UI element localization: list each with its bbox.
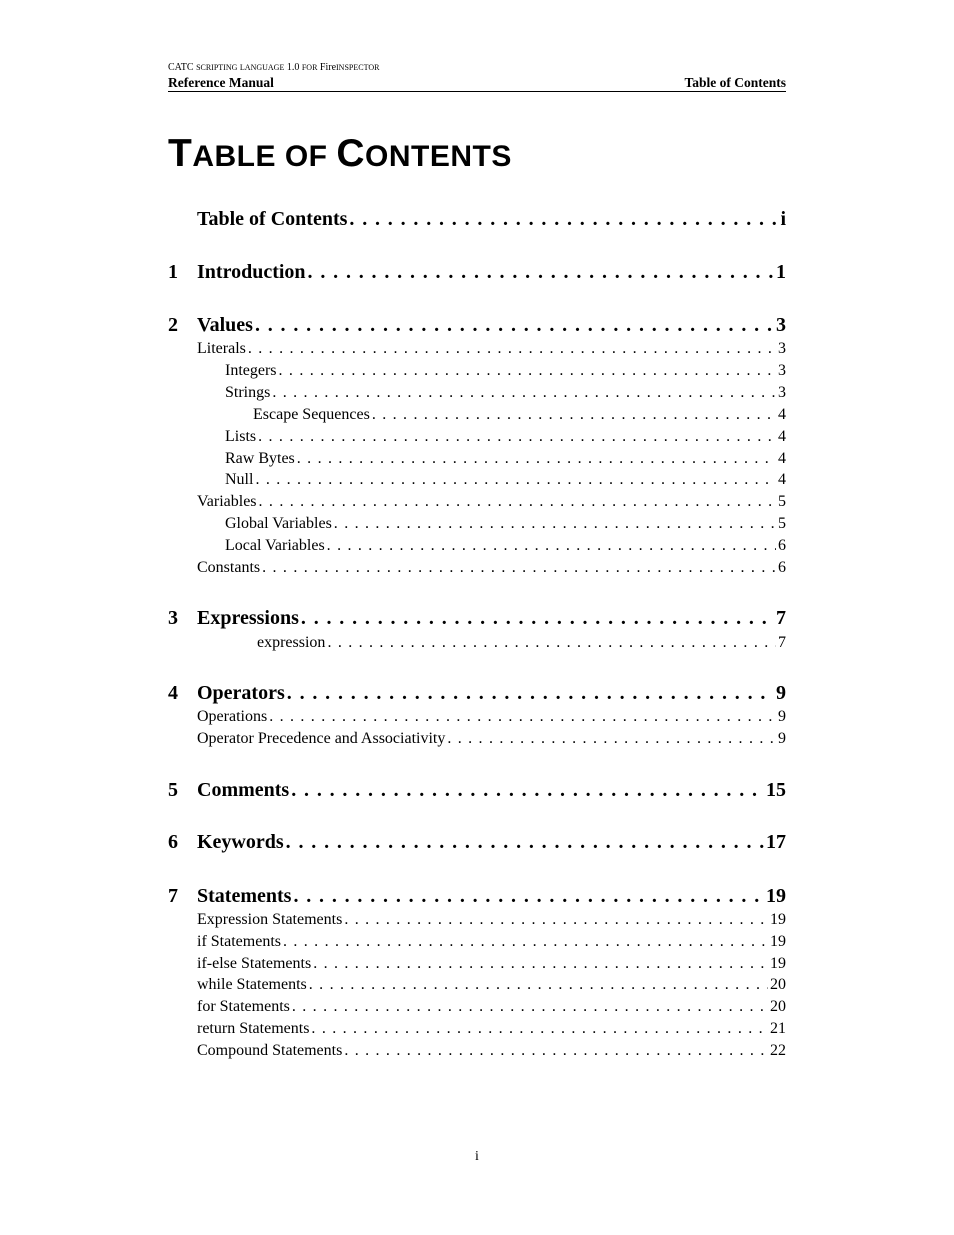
toc-chapter-entry[interactable] [168, 779, 786, 803]
toc-leader-dots [313, 955, 768, 973]
toc-page-number: 17 [766, 831, 786, 853]
toc-chapter-entry[interactable] [168, 314, 786, 338]
toc-chapter-number: 2 [168, 314, 178, 336]
toc-leader-dots [297, 450, 776, 468]
toc-entry-title: if-else Statements [197, 955, 312, 972]
page-number: i [475, 1149, 479, 1164]
toc-page-number: 19 [766, 885, 786, 907]
toc-page-number: 20 [770, 998, 786, 1015]
toc-leader-dots [327, 634, 776, 652]
toc-entry-title: if Statements [197, 933, 281, 950]
toc-leader-dots [293, 885, 764, 908]
toc-section-entry[interactable] [197, 493, 786, 513]
toc-entry-title: Constants [197, 559, 261, 576]
toc-section-entry[interactable] [197, 933, 786, 953]
toc-page-number: 9 [778, 730, 786, 747]
toc-entry-title: Expression Statements [197, 911, 343, 928]
toc-page-number: 15 [766, 779, 786, 801]
toc-entry-title: Introduction [197, 261, 306, 283]
toc-entry-title: expression [257, 634, 326, 651]
toc-section-entry[interactable] [225, 471, 786, 491]
toc-section-entry[interactable] [253, 406, 786, 426]
toc-page-number: 20 [770, 976, 786, 993]
toc-section-entry[interactable] [257, 634, 786, 654]
running-header-title: CATC SCRIPTING LANGUAGE 1.0 FOR FireINSPECTOR [168, 62, 380, 73]
toc-page-number: 19 [770, 933, 786, 950]
toc-chapter-number: 5 [168, 779, 178, 801]
toc-leader-dots [349, 208, 778, 231]
toc-section-entry[interactable] [197, 1020, 786, 1040]
header-left: Reference Manual [168, 75, 274, 90]
toc-page-number: 4 [778, 406, 786, 423]
toc-page-number: 6 [778, 559, 786, 576]
toc-entry-title: Variables [197, 493, 257, 510]
toc-leader-dots [258, 428, 776, 446]
toc-page-number: 19 [770, 911, 786, 928]
toc-entry-title: Lists [225, 428, 257, 445]
page-title: TABLE OF CONTENTS [168, 132, 512, 175]
toc-leader-dots [286, 831, 764, 854]
toc-section-entry[interactable] [197, 708, 786, 728]
toc-section-entry[interactable] [197, 976, 786, 996]
toc-chapter-entry[interactable] [197, 208, 786, 232]
toc-leader-dots [255, 471, 776, 489]
toc-leader-dots [309, 976, 768, 994]
toc-chapter-entry[interactable] [168, 261, 786, 285]
toc-entry-title: Escape Sequences [253, 406, 370, 423]
toc-entry-title: return Statements [197, 1020, 310, 1037]
toc-chapter-number: 3 [168, 607, 178, 629]
toc-section-entry[interactable] [197, 911, 786, 931]
toc-entry-title: Comments [197, 779, 290, 801]
toc-page-number: 19 [770, 955, 786, 972]
toc-leader-dots [311, 1020, 768, 1038]
toc-entry-title: Operator Precedence and Associativity [197, 730, 446, 747]
toc-section-entry[interactable] [197, 340, 786, 360]
toc-leader-dots [269, 708, 776, 726]
toc-section-entry[interactable] [197, 1042, 786, 1062]
toc-leader-dots [279, 362, 776, 380]
toc-entry-title: Compound Statements [197, 1042, 343, 1059]
toc-leader-dots [291, 779, 764, 802]
toc-leader-dots [259, 493, 776, 511]
toc-leader-dots [372, 406, 776, 424]
toc-section-entry[interactable] [225, 537, 786, 557]
toc-page-number: 4 [778, 471, 786, 488]
toc-page-number: i [780, 208, 786, 230]
toc-leader-dots [327, 537, 776, 555]
toc-leader-dots [283, 933, 768, 951]
toc-leader-dots [272, 384, 776, 402]
toc-section-entry[interactable] [197, 730, 786, 750]
toc-entry-title: Expressions [197, 607, 299, 629]
toc-page-number: 5 [778, 515, 786, 532]
toc-entry-title: while Statements [197, 976, 307, 993]
toc-leader-dots [262, 559, 776, 577]
toc-section-entry[interactable] [225, 450, 786, 470]
toc-entry-title: Raw Bytes [225, 450, 295, 467]
toc-leader-dots [287, 682, 774, 705]
toc-page-number: 6 [778, 537, 786, 554]
toc-page-number: 9 [776, 682, 786, 704]
toc-leader-dots [301, 607, 774, 630]
toc-page-number: 21 [770, 1020, 786, 1037]
toc-page-number: 22 [770, 1042, 786, 1059]
toc-section-entry[interactable] [225, 515, 786, 535]
toc-entry-title: Values [197, 314, 253, 336]
toc-entry-title: Statements [197, 885, 292, 907]
document-page [168, 0, 786, 1235]
toc-page-number: 4 [778, 450, 786, 467]
toc-entry-title: Operators [197, 682, 285, 704]
toc-section-entry[interactable] [197, 559, 786, 579]
toc-section-entry[interactable] [225, 428, 786, 448]
toc-entry-title: for Statements [197, 998, 290, 1015]
toc-entry-title: Table of Contents [197, 208, 348, 230]
toc-leader-dots [334, 515, 776, 533]
toc-leader-dots [248, 340, 776, 358]
toc-entry-title: Integers [225, 362, 277, 379]
toc-page-number: 3 [778, 384, 786, 401]
toc-page-number: 9 [778, 708, 786, 725]
toc-chapter-entry[interactable] [168, 831, 786, 855]
toc-entry-title: Keywords [197, 831, 284, 853]
toc-entry-title: Null [225, 471, 254, 488]
toc-chapter-number: 7 [168, 885, 178, 907]
toc-page-number: 1 [776, 261, 786, 283]
toc-entry-title: Literals [197, 340, 246, 357]
toc-entry-title: Global Variables [225, 515, 332, 532]
toc-leader-dots [292, 998, 768, 1016]
running-header [168, 75, 786, 92]
toc-chapter-number: 4 [168, 682, 178, 704]
toc-leader-dots [308, 261, 774, 284]
toc-chapter-entry[interactable] [168, 682, 786, 706]
toc-leader-dots [344, 1042, 768, 1060]
toc-page-number: 3 [778, 362, 786, 379]
toc-section-entry[interactable] [197, 955, 786, 975]
toc-entry-title: Local Variables [225, 537, 325, 554]
toc-page-number: 7 [778, 634, 786, 651]
toc-page-number: 5 [778, 493, 786, 510]
toc-entry-title: Strings [225, 384, 271, 401]
toc-section-entry[interactable] [225, 384, 786, 404]
toc-section-entry[interactable] [225, 362, 786, 382]
toc-section-entry[interactable] [197, 998, 786, 1018]
toc-leader-dots [447, 730, 776, 748]
toc-page-number: 4 [778, 428, 786, 445]
toc-leader-dots [255, 314, 774, 337]
toc-leader-dots [344, 911, 768, 929]
header-right: Table of Contents [684, 75, 786, 90]
toc-page-number: 3 [778, 340, 786, 357]
toc-chapter-entry[interactable] [168, 607, 786, 631]
toc-page-number: 3 [776, 314, 786, 336]
toc-entry-title: Operations [197, 708, 268, 725]
toc-chapter-number: 1 [168, 261, 178, 283]
toc-page-number: 7 [776, 607, 786, 629]
toc-chapter-number: 6 [168, 831, 178, 853]
toc-chapter-entry[interactable] [168, 885, 786, 909]
